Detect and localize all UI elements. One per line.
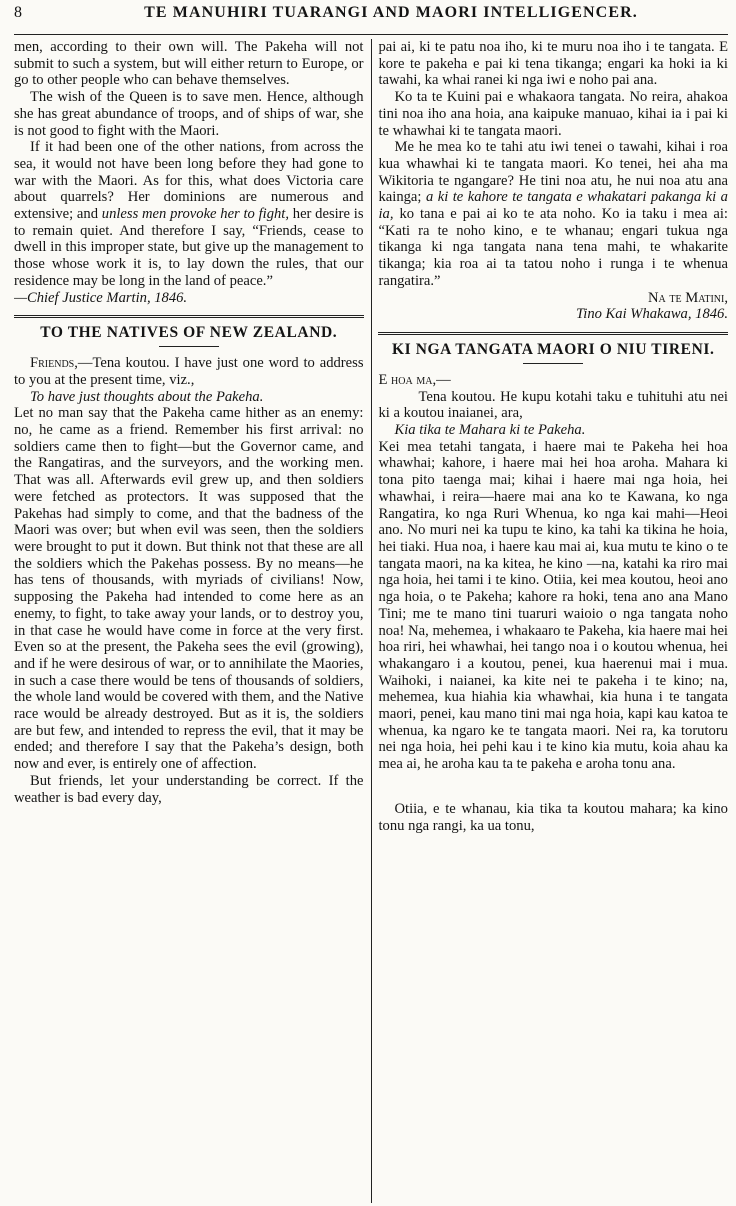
section-divider-right: [378, 332, 728, 335]
maori-motto: Kia tika te Mahara ki te Pakeha.: [394, 422, 586, 439]
columns: [14, 39, 728, 1203]
spacer: [378, 773, 728, 801]
left-column-english: [14, 39, 364, 1203]
section-divider: [14, 315, 364, 318]
right-column-maori: [378, 39, 728, 1203]
left-p3-text-a: If it had been one of the other nations, from across the sea, it would not have been long before they had gone to war with the Maori. As for this, what does Victoria care about quarrels? Her dominions are numerous and extensive; and: [14, 139, 364, 223]
english-heading: TO THE NATIVES OF NEW ZEALAND.: [40, 324, 338, 342]
running-head: TE MANUHIRI TUARANGI AND MAORI INTELLIGENCER.: [144, 4, 638, 21]
english-body: Let no man say that the Pakeha came hither as an enemy: no, he came as a friend. Remember his first arrival: no soldiers came then to fight—but the Governor came, and the Rangatiras, and the surveyors, and the working men. That was all. Afterwards evil grew up, and then soldiers were fetched as protectors. It was supposed that the Pakehas had simply to come, and that the badness of the Maori was over; but when evil was seen, then the soldiers were brought to put it down. But think not that these are all the soldiers which the Pakehas possess. By no means—he has tens of thousands, with myriads of civilians! Now, supposing the Pakeha had intended to come here as an enemy, to fight, to take away your lands, or to destroy you, in that case he would have come in force at the very first. Even so at the present, the Pakeha sees the evil (growing), and if he were desirous of war, or to annihilate the Maories, in such a case there would be tens of thousands of soldiers, the whole land would be covered with them, and the Native race would be already destroyed. But as it is, the soldiers are but few, and intended to repress the evil, that it may be ended; and therefore I say that the Pakeha’s design, both now and ever, is entirely one of affection.: [14, 405, 364, 773]
english-salutation-paragraph: [14, 355, 364, 388]
left-p3-text-c: her desire is to remain quiet. And therefore I say, “Friends, cease to dwell in this improper state, but give up the management to those whose work it is, to lay down the rules, that our residence may be long in the land of peace.”: [14, 206, 364, 289]
right-signature-title: Tino Kai Whakawa, 1846.: [575, 306, 728, 323]
left-paragraph-1: men, according to their own will. The Pakeha will not submit to such a system, but will either return to Europe, or go to other people who can behave themselves.: [14, 39, 364, 89]
right-p3-text-a: Me he mea ko te tahi atu iwi tenei o tawahi, kihai i roa kua whawhai ki te tangata maori. Ko tenei, hei aha ma Wikitoria te ngangare? He tini noa atu, he nui noa atu ana kainga;: [378, 139, 728, 206]
maori-heading: KI NGA TANGATA MAORI O NIU TIRENI.: [391, 340, 715, 358]
english-intro: —Tena koutou. I have just one word to address to you at the present time, viz.,: [14, 355, 364, 388]
maori-intro: Tena koutou. He kupu kotahi taku e tuhituhi atu nei ki a koutou inaianei, ara,: [378, 388, 728, 422]
left-paragraph-2: The wish of the Queen is to save men. Hence, although she has great abundance of troops, and of ships of war, she is not good to fight with the Maori.: [14, 89, 364, 139]
right-paragraph-2: Ko ta te Kuini pai e whakaora tangata. No reira, ahakoa tini noa iho ana hoia, ana kaipuke manuao, kihai ia i pai ki te whawhai ki te tangata maori.: [378, 89, 728, 139]
right-p3-italic: a ki te kahore te tangata e whakatari pakanga ki a ia,: [378, 189, 728, 223]
maori-body: Kei mea tetahi tangata, i haere mai te Pakeha hei hoa whawhai; kahore, i haere mai hei hoa aroha. Mahara ki tona pito taenga mai; kihai i haere mai nga hoia, hei whawhai, i reira—haere mai ana ko te Kawana, ko nga Rangatira, ko nga Ruri Whenua, ko nga kai mahi—Heoi ano. No muri nei ka tupu te kino, ka tahi ka tikina he hoia, hei tiaki. Hua noa, i haere kau mai ai, kua mutu te kino o te tangata maori, na ka kitea, he kino —na, katahi ka riro mai nga hoia, hei tami i te kino. Otiia, kei mea koutou, heoi ano nga hoia, o te Pakeha; kahore ra hoki, tena ano ana Mano Tini; me te mano tini tuaruri waioio o nga tangata noho noa! Na, mehemea, i whakaaro te Pakeha, kia haere mai hei hoa riri, hei whawhai, hei tango noa i o koutou whenua, hei whakangaro i a koutou, penei, kua haerenui mai i mua. Waihoki, i naianei, ka kite nei te pakeha i te kino; na, mehemea, kua hiahia kia whawhai, kia huna i te tangata maori, penei, kau mano tini mai nga hoia, kapi kau katoa te whenua, ka ngaro ke te tangata maori. Nei ra, ka torutoru nei nga hoia, hei pehi kau i te kino kia mutu, koia ahau ka mea ai, he aroha kau ta te pakeha e aroha tonu ana.: [378, 438, 728, 773]
left-paragraph-3: [14, 139, 364, 289]
maori-salutation: E hoa ma,—: [378, 371, 451, 388]
left-p3-italic: unless men provoke her to fight,: [101, 206, 290, 223]
column-divider: [371, 39, 372, 1203]
heading-rule-right: [523, 363, 583, 364]
right-paragraph-1: pai ai, ki te patu noa iho, ki te muru noa iho i te tangata. E kore te pakeha e pai ki tena tikanga; engari ka hoki ia ki tawahi, ka whai ranei ki nga iwi e noho pai ana.: [378, 39, 728, 89]
right-paragraph-3: [378, 139, 728, 289]
page-header: [14, 4, 728, 35]
english-motto: To have just thoughts about the Pakeha.: [30, 388, 264, 405]
english-closing: But friends, let your understanding be correct. If the weather is bad every day,: [14, 772, 364, 806]
right-p3-text-c: ko tana e pai ai ko te ata noho. Ko ia taku i mea ai: “Kati ra te noho kino, e te whanau; engari tukua nga tikanga ki nga tangata nana tena mahi, te whakarite tikanga; kia roa ai ta tatou noho i runga i te whenua rangatira.”: [378, 206, 728, 289]
left-signature: —Chief Justice Martin, 1846.: [14, 289, 188, 306]
right-signature-name: Na te Matini,: [647, 289, 728, 306]
maori-closing: Otiia, e te whanau, kia tika ta koutou mahara; ka kino tonu nga rangi, ka ua tonu,: [378, 800, 728, 834]
page-number: 8: [14, 4, 22, 21]
heading-rule: [159, 346, 219, 347]
english-salutation: Friends,: [30, 355, 78, 372]
